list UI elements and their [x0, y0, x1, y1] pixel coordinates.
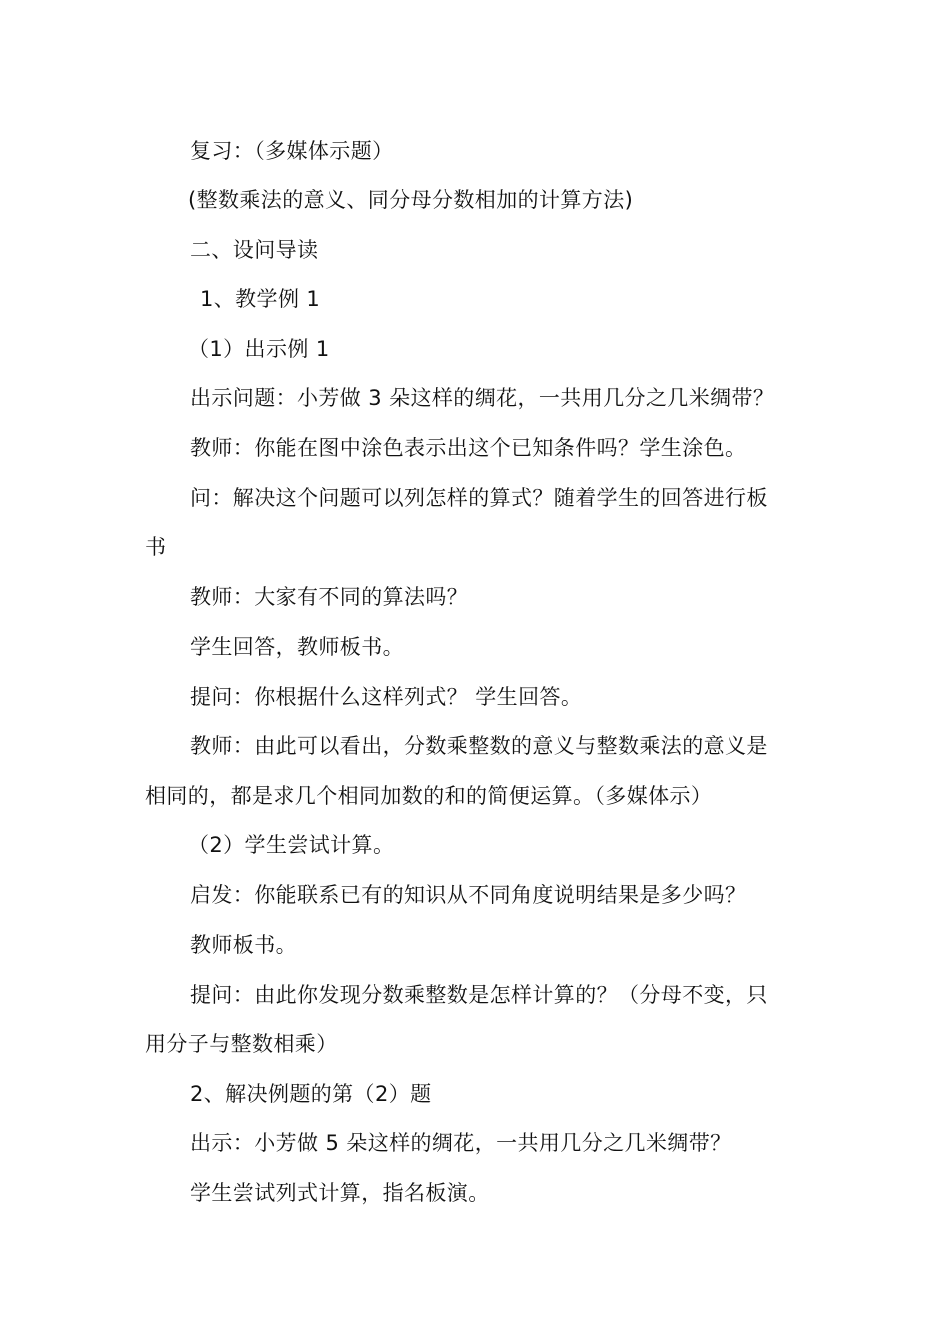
teacher-conclusion: 教师：由此可以看出，分数乘整数的意义与整数乘法的意义是 [190, 734, 768, 758]
teacher-methods: 教师：大家有不同的算法吗？ [190, 585, 469, 609]
review-heading: 复习：（多媒体示题） [190, 139, 394, 163]
review-topics: (整数乘法的意义、同分母分数相加的计算方法) [188, 188, 634, 212]
student-try: （2）学生尝试计算。 [188, 833, 395, 857]
problem-statement: 出示问题：小芳做 3 朵这样的绸花，一共用几分之几米绸带？ [190, 386, 775, 410]
teacher-conclusion-continued: 相同的，都是求几个相同加数的和的简便运算。（多媒体示） [145, 784, 713, 808]
ask-basis: 提问：你根据什么这样列式？ 学生回答。 [190, 685, 583, 709]
section-heading: 二、设问导读 [190, 238, 319, 262]
ask-calculation: 提问：由此你发现分数乘整数是怎样计算的？（分母不变，只 [190, 983, 768, 1007]
question-formula-continued: 书 [145, 535, 167, 559]
ask-calculation-continued: 用分子与整数相乘） [145, 1032, 338, 1056]
problem-statement-2: 出示：小芳做 5 朵这样的绸花，一共用几分之几米绸带？ [190, 1131, 732, 1155]
inspire-question: 启发：你能联系已有的知识从不同角度说明结果是多少吗？ [190, 883, 747, 907]
teacher-board: 教师板书。 [190, 933, 297, 957]
example-2-heading: 2、解决例题的第（2）题 [190, 1082, 432, 1106]
question-formula: 问：解决这个问题可以列怎样的算式？随着学生的回答进行板 [190, 486, 768, 510]
show-example-1: （1）出示例 1 [188, 337, 330, 361]
example-1-heading: 1、教学例 1 [200, 287, 321, 311]
teacher-coloring: 教师：你能在图中涂色表示出这个已知条件吗？学生涂色。 [190, 436, 747, 460]
student-board-work: 学生尝试列式计算，指名板演。 [190, 1181, 490, 1205]
student-answer: 学生回答，教师板书。 [190, 635, 404, 659]
